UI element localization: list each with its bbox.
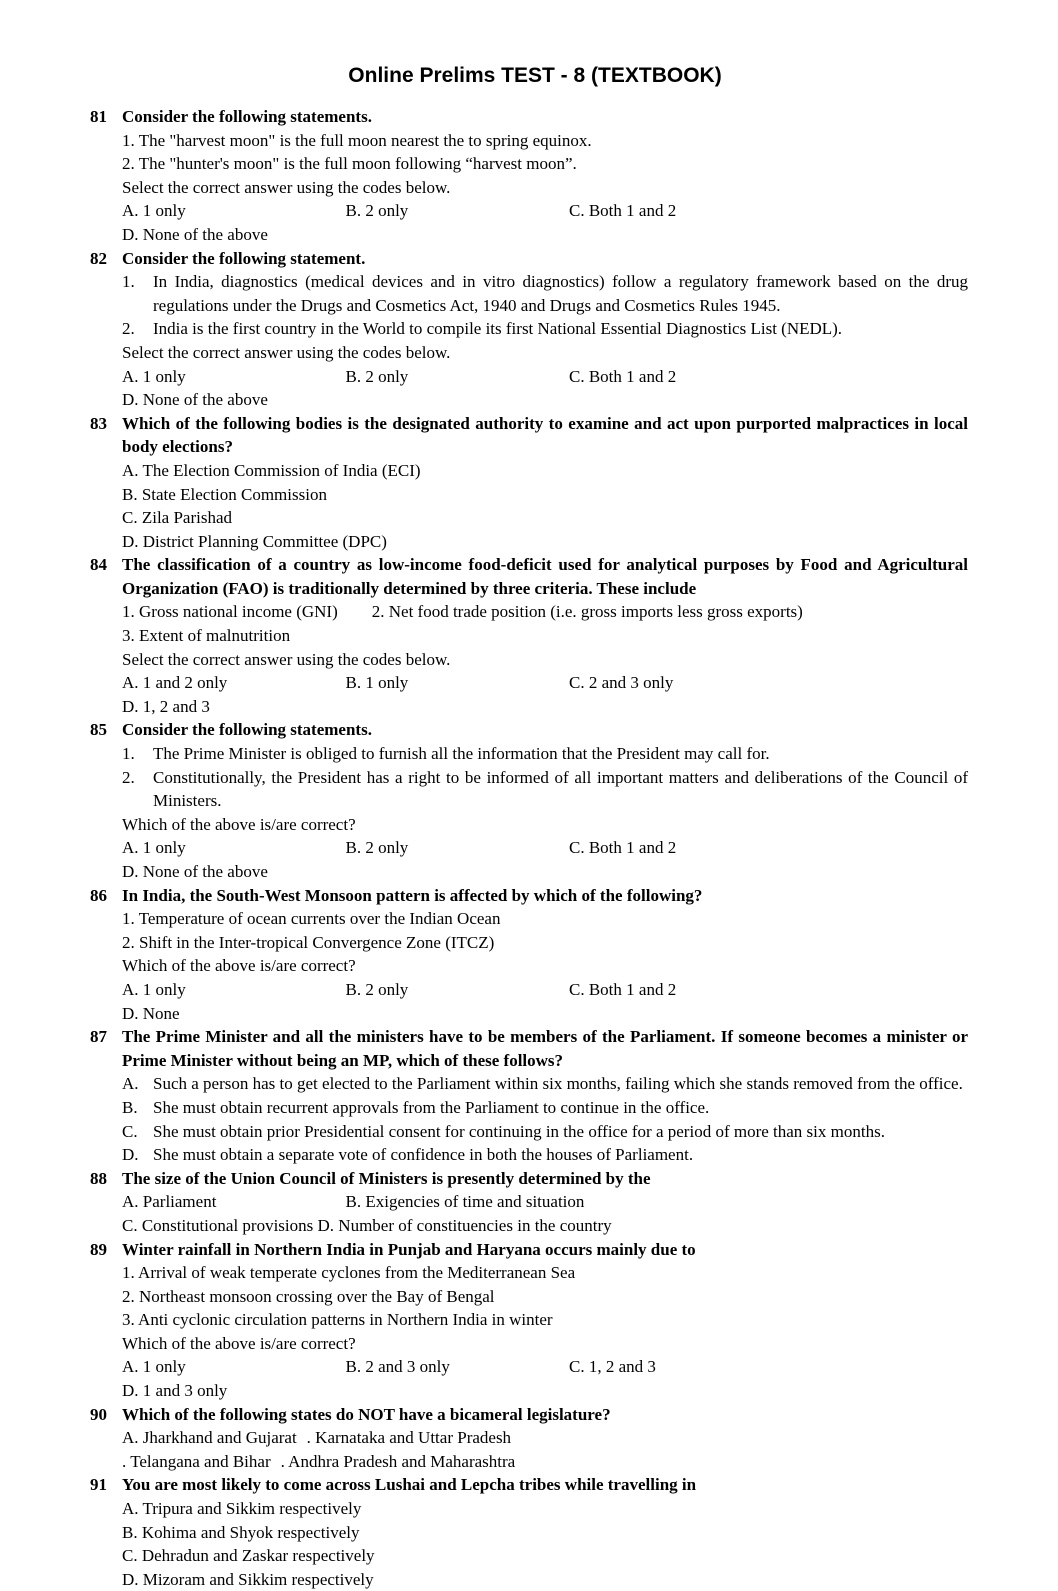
answer-option: D. None of the above	[122, 390, 268, 410]
answer-options-row	[122, 1426, 968, 1450]
answer-option: B. Kohima and Shyok respectively	[122, 1522, 360, 1542]
question-87	[90, 1025, 968, 1167]
question-89	[90, 1238, 968, 1403]
statement-label: 1.	[122, 744, 135, 764]
answer-option: . Karnataka and Uttar Pradesh	[306, 1428, 512, 1448]
numbered-statement	[122, 270, 968, 317]
answer-options-row	[122, 1497, 968, 1544]
question-number: 85	[90, 720, 107, 740]
question-88	[90, 1167, 968, 1238]
answer-options-row	[122, 199, 968, 246]
numbered-statement	[122, 317, 968, 341]
answer-option: . Telangana and Bihar	[122, 1451, 271, 1471]
answer-option: A. 1 only	[122, 838, 186, 858]
statement-label: B.	[122, 1097, 138, 1117]
question-text-line: Select the correct answer using the codes below.	[122, 342, 451, 362]
answer-option: A. The Election Commission of India (ECI)	[122, 460, 421, 480]
question-text-line: 2. Shift in the Inter-tropical Convergence Zone (ITCZ)	[122, 932, 495, 952]
question-stem: The size of the Union Council of Ministers is presently determined by the	[122, 1168, 651, 1188]
answer-option: B. State Election Commission	[122, 484, 327, 504]
question-text-line: 1. Arrival of weak temperate cyclones from the Mediterranean Sea	[122, 1263, 576, 1283]
answer-options-row	[122, 671, 968, 718]
numbered-statement	[122, 1096, 968, 1120]
question-84	[90, 553, 968, 718]
question-list	[90, 105, 968, 1591]
question-stem: The Prime Minister and all the ministers have to be members of the Parliament. If someone becomes a minister or Prime Minister without being an MP, which of these follows?	[122, 1027, 968, 1070]
question-text-line: 3. Extent of malnutrition	[122, 626, 291, 646]
numbered-statement	[122, 1143, 968, 1167]
answer-option: A. 1 only	[122, 366, 186, 386]
answer-option: B. 2 only	[345, 366, 409, 386]
answer-option: C. 1, 2 and 3	[569, 1357, 656, 1377]
answer-option: B. 1 only	[345, 673, 409, 693]
question-text-line: Which of the above is/are correct?	[122, 1333, 356, 1353]
answer-option: D. District Planning Committee (DPC)	[122, 531, 387, 551]
statement-text: In India, diagnostics (medical devices and in vitro diagnostics) follow a regulatory framework based on the drug regulations under the Drugs and Cosmetics Act, 1940 and Drugs and Cosmetics Rules 1945.	[153, 272, 968, 315]
question-text-line: Select the correct answer using the codes below.	[122, 177, 451, 197]
statement-text: She must obtain a separate vote of confidence in both the houses of Parliament.	[153, 1145, 694, 1165]
question-number: 82	[90, 248, 107, 268]
question-text-line: 1. Temperature of ocean currents over the Indian Ocean	[122, 909, 501, 929]
answer-option: B. 2 only	[345, 201, 409, 221]
statement-text: The Prime Minister is obliged to furnish all the information that the President may call for.	[153, 744, 770, 764]
answer-options-row	[122, 1355, 968, 1402]
statement-label: A.	[122, 1074, 139, 1094]
statement-text: Constitutionally, the President has a right to be informed of all important matters and deliberations of the Council of Ministers.	[153, 767, 968, 811]
question-number: 88	[90, 1168, 107, 1188]
answer-option: D. None	[122, 1003, 180, 1023]
answer-options-row	[122, 978, 968, 1025]
answer-option: B. Exigencies of time and situation	[345, 1192, 585, 1212]
statement-label: 1.	[122, 272, 135, 292]
question-text-line: 1. The "harvest moon" is the full moon nearest the to spring equinox.	[122, 130, 592, 150]
question-number: 83	[90, 413, 107, 433]
numbered-statement	[122, 766, 968, 813]
answer-option: D. None of the above	[122, 224, 268, 244]
answer-option: C. Both 1 and 2	[569, 366, 677, 386]
question-83	[90, 412, 968, 554]
question-text-line: 3. Anti cyclonic circulation patterns in Northern India in winter	[122, 1310, 553, 1330]
question-stem: Which of the following states do NOT have a bicameral legislature?	[122, 1404, 611, 1424]
question-stem: Consider the following statements.	[122, 107, 372, 126]
answer-option: B. 2 and 3 only	[345, 1357, 450, 1377]
question-number: 89	[90, 1239, 107, 1259]
question-stem: Which of the following bodies is the designated authority to examine and act upon purported malpractices in local body elections?	[122, 413, 968, 457]
question-number: 91	[90, 1475, 107, 1495]
answer-options-row	[122, 506, 968, 553]
question-91	[90, 1473, 968, 1591]
answer-option: A. 1 only	[122, 1357, 186, 1377]
question-text-line: 2. The "hunter's moon" is the full moon following “harvest moon”.	[122, 154, 577, 174]
answer-option: A. 1 only	[122, 201, 186, 221]
statement-text: Such a person has to get elected to the Parliament within six months, failing which she stands removed from the office.	[153, 1074, 963, 1094]
answer-option: C. Both 1 and 2	[569, 838, 677, 858]
statement-text: She must obtain recurrent approvals from the Parliament to continue in the office.	[153, 1097, 710, 1117]
answer-option: A. Jharkhand and Gujarat	[122, 1428, 297, 1448]
question-stem: Consider the following statement.	[122, 248, 366, 268]
answer-options-row	[122, 836, 968, 883]
question-text-line: 2. Northeast monsoon crossing over the Bay of Bengal	[122, 1286, 495, 1306]
statement-text: India is the first country in the World to compile its first National Essential Diagnostics List (NEDL).	[153, 319, 843, 339]
numbered-statement	[122, 1072, 968, 1096]
answer-options-row	[122, 1190, 968, 1214]
answer-option: A. 1 only	[122, 979, 186, 999]
answer-option: A. 1 and 2 only	[122, 673, 228, 693]
question-stem: In India, the South-West Monsoon pattern is affected by which of the following?	[122, 885, 703, 905]
answer-options-row	[122, 365, 968, 412]
question-81	[90, 105, 968, 247]
numbered-statement	[122, 1120, 968, 1144]
question-stem: You are most likely to come across Lushai and Lepcha tribes while travelling in	[122, 1475, 697, 1495]
question-number: 90	[90, 1404, 107, 1424]
question-85	[90, 718, 968, 883]
statement-text: She must obtain prior Presidential consent for continuing in the office for a period of more than six months.	[153, 1121, 885, 1141]
answer-option: D. None of the above	[122, 862, 268, 881]
answer-option: D. 1 and 3 only	[122, 1381, 228, 1401]
answer-option: . Andhra Pradesh and Maharashtra	[280, 1451, 516, 1471]
question-text-line: 1. Gross national income (GNI) 2. Net food trade position (i.e. gross imports less gross exports)	[122, 602, 803, 622]
statement-label: D.	[122, 1145, 139, 1165]
question-text-line: C. Constitutional provisions D. Number of constituencies in the country	[122, 1215, 612, 1235]
question-number: 86	[90, 885, 107, 905]
question-stem: The classification of a country as low-income food-deficit used for analytical purposes by Food and Agricultural Organization (FAO) is traditionally determined by three criteria. These include	[122, 555, 968, 598]
answer-option: C. Dehradun and Zaskar respectively	[122, 1546, 375, 1566]
answer-option: C. 2 and 3 only	[569, 673, 674, 693]
statement-label: 2.	[122, 767, 135, 787]
statement-label: 2.	[122, 319, 135, 339]
answer-option: B. 2 only	[345, 838, 409, 858]
answer-option: D. Mizoram and Sikkim respectively	[122, 1569, 374, 1589]
question-86	[90, 884, 968, 1026]
answer-option: A. Tripura and Sikkim respectively	[122, 1499, 362, 1519]
question-number: 87	[90, 1027, 107, 1047]
answer-options-row	[122, 1544, 968, 1591]
answer-option: D. 1, 2 and 3	[122, 696, 210, 716]
answer-option: C. Both 1 and 2	[569, 979, 677, 999]
answer-option: B. 2 only	[345, 979, 409, 999]
question-stem: Winter rainfall in Northern India in Punjab and Haryana occurs mainly due to	[122, 1239, 696, 1259]
question-stem: Consider the following statements.	[122, 720, 372, 740]
question-90	[90, 1403, 968, 1474]
page-title: Online Prelims TEST - 8 (TEXTBOOK)	[348, 64, 722, 87]
question-text-line: Select the correct answer using the codes below.	[122, 649, 451, 669]
question-text-line: Which of the above is/are correct?	[122, 956, 356, 976]
answer-option: C. Zila Parishad	[122, 508, 233, 528]
question-82	[90, 247, 968, 412]
answer-option: C. Both 1 and 2	[569, 201, 677, 221]
question-text-line: Which of the above is/are correct?	[122, 814, 356, 834]
question-number: 84	[90, 555, 107, 575]
statement-label: C.	[122, 1121, 138, 1141]
numbered-statement	[122, 742, 968, 766]
answer-options-row	[122, 1450, 968, 1474]
question-number: 81	[90, 107, 107, 126]
answer-options-row	[122, 459, 968, 506]
answer-option: A. Parliament	[122, 1192, 217, 1212]
